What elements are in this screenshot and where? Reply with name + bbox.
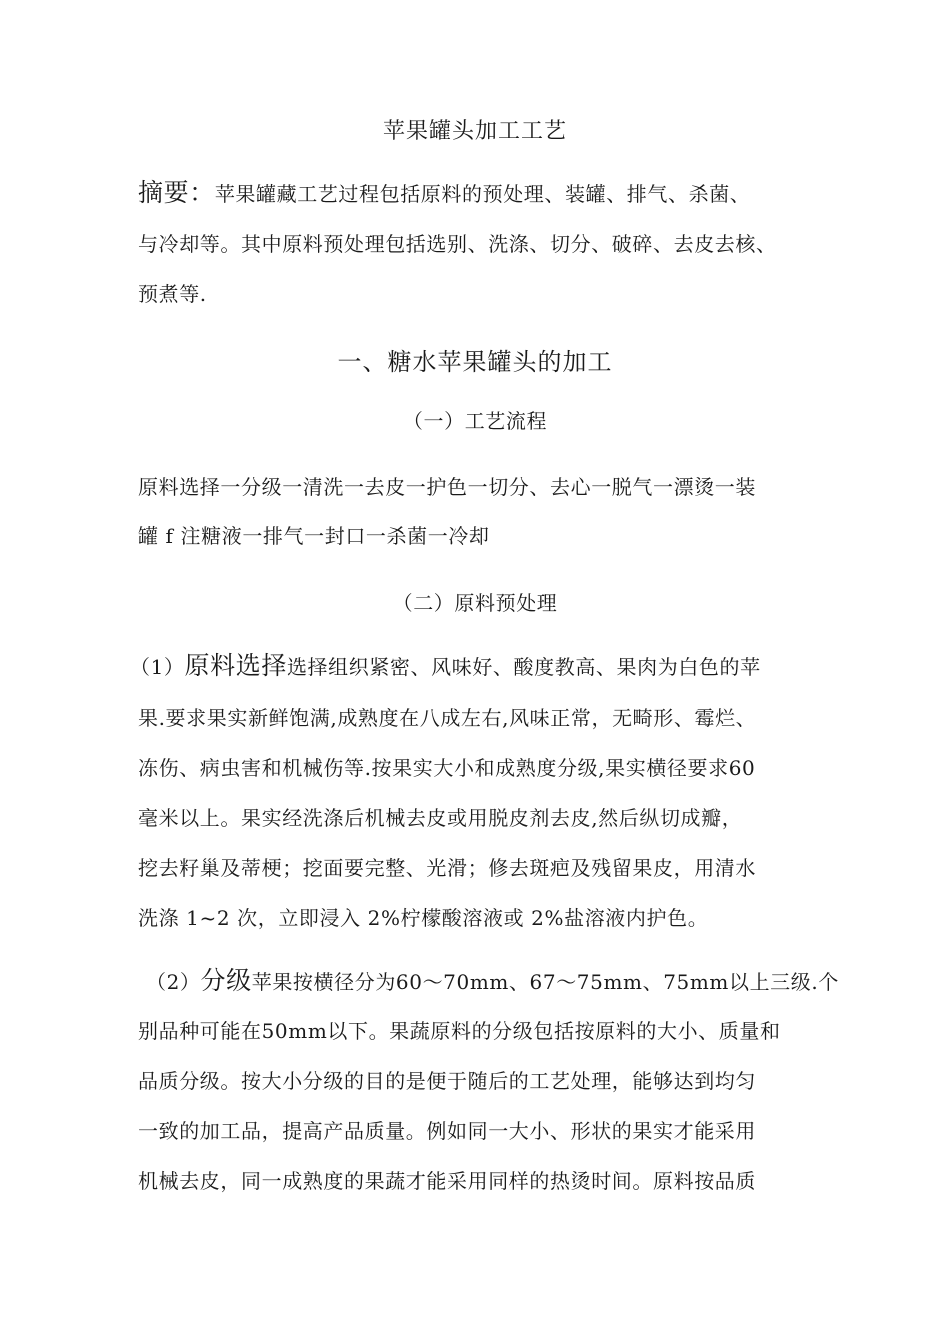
abstract-line-1 [138, 178, 750, 209]
item2-line-4: 一致的加工品，提高产品质量。例如同一大小、形状的果实才能采用 [138, 1119, 756, 1143]
item1-text-1: 选择组织紧密、风味好、酸度教高、果肉为白色的苹 [286, 655, 761, 679]
item1-line-3: 冻伤、病虫害和机械伤等.按果实大小和成熟度分级,果实横径要求60 [138, 756, 756, 780]
item1-line-1 [130, 651, 761, 682]
item1-term: 原料选择 [184, 651, 287, 680]
abstract-text-1: 苹果罐藏工艺过程包括原料的预处理、装罐、排气、杀菌、 [214, 182, 751, 206]
process-line-2: 罐 f 注糖液一排气一封口一杀菌一冷却 [138, 524, 490, 548]
item2-line-1 [146, 966, 839, 997]
item2-term: 分级 [200, 966, 252, 995]
subsection-heading-pretreatment: （二）原料预处理 [392, 591, 558, 615]
abstract-label: 摘要： [138, 178, 215, 207]
item2-line-2: 别品种可能在50mm以下。果蔬原料的分级包括按原料的大小、质量和 [138, 1019, 781, 1043]
process-line-1: 原料选择一分级一清洗一去皮一护色一切分、去心一脱气一漂烫一装 [138, 475, 756, 499]
item1-line-2: 果.要求果实新鲜饱满,成熟度在八成左右,风味正常，无畸形、霉烂、 [138, 706, 757, 730]
item1-number: （1） [130, 655, 185, 679]
document-title: 苹果罐头加工工艺 [382, 119, 567, 144]
item2-line-3: 品质分级。按大小分级的目的是便于随后的工艺处理，能够达到均匀 [138, 1069, 756, 1093]
item2-line-5: 机械去皮，同一成熟度的果蔬才能采用同样的热烫时间。原料按品质 [138, 1169, 756, 1193]
section-heading: 一、糖水苹果罐头的加工 [337, 348, 613, 376]
item2-number: （2） [146, 970, 201, 994]
item2-text-1: 苹果按横径分为60〜70mm、67〜75mm、75mm以上三级.个 [251, 970, 839, 994]
item1-line-4: 毫米以上。果实经洗涤后机械去皮或用脱皮剂去皮,然后纵切成瓣， [138, 806, 743, 830]
item1-line-6: 洗涤 1~2 次，立即浸入 2%柠檬酸溶液或 2%盐溶液内护色。 [138, 906, 709, 930]
item1-line-5: 挖去籽巢及蒂梗；挖面要完整、光滑；修去斑疤及残留果皮，用清水 [138, 856, 756, 880]
abstract-line-2: 与冷却等。其中原料预处理包括选别、洗涤、切分、破碎、去皮去核、 [138, 232, 777, 256]
abstract-line-3: 预煮等. [138, 282, 207, 306]
subsection-heading-process: （一）工艺流程 [402, 409, 548, 433]
